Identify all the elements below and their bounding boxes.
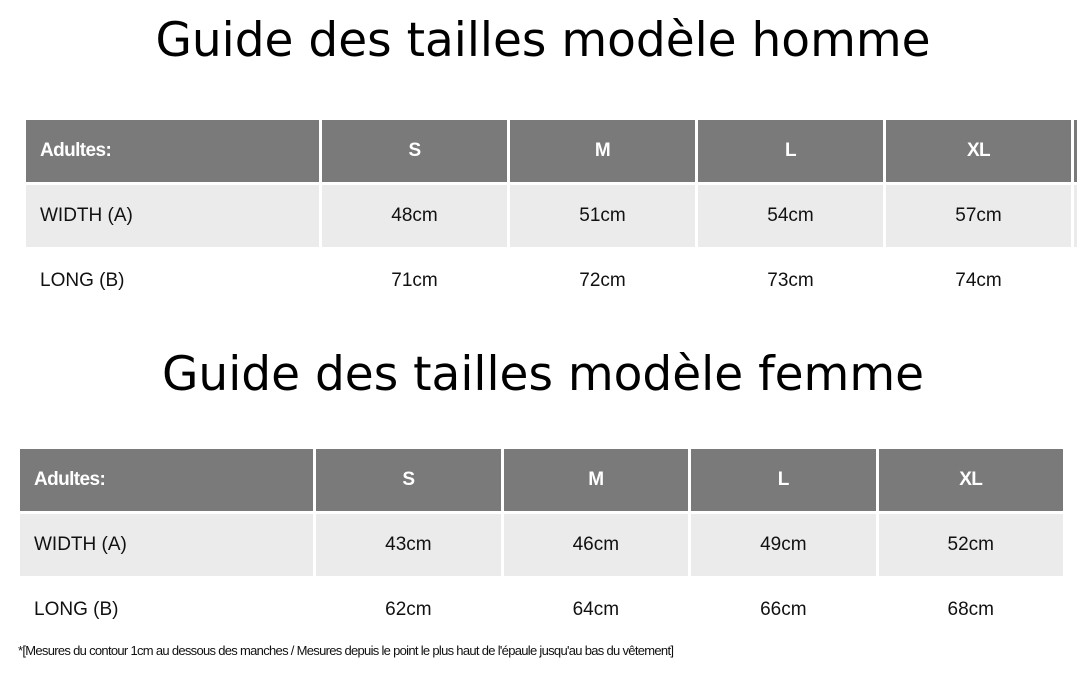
table-row-width — [20, 514, 1063, 576]
table-cell: 49cm — [691, 514, 875, 576]
table-header-row — [26, 120, 1086, 182]
row-label-width: WIDTH (A) — [26, 185, 319, 247]
cropped-column-edge — [1074, 185, 1077, 247]
table-cell: 52cm — [879, 514, 1063, 576]
table-row-width — [26, 185, 1086, 247]
header-cell-adults: Adultes: — [20, 449, 313, 511]
table-cell: 57cm — [886, 185, 1071, 247]
row-label-length: LONG (B) — [20, 579, 313, 641]
table-cell: 72cm — [510, 250, 695, 312]
men-size-guide-title: Guide des tailles modèle homme — [155, 13, 931, 68]
header-cell-size-m: M — [504, 449, 688, 511]
header-cell-adults: Adultes: — [26, 120, 319, 182]
measurement-footnote: *[Mesures du contour 1cm au dessous des manches / Mesures depuis le point le plus haut de l'épaule jusqu'au bas du vêtement] — [18, 643, 674, 658]
table-cell: 48cm — [322, 185, 507, 247]
table-cell: 62cm — [316, 579, 500, 641]
header-cell-size-xl: XL — [886, 120, 1071, 182]
table-cell: 54cm — [698, 185, 883, 247]
cropped-column-edge — [1074, 250, 1077, 312]
table-cell: 43cm — [316, 514, 500, 576]
table-cell: 66cm — [691, 579, 875, 641]
men-size-table — [26, 120, 1086, 315]
women-size-guide-title: Guide des tailles modèle femme — [161, 347, 925, 402]
women-size-table — [20, 449, 1063, 644]
table-cell: 51cm — [510, 185, 695, 247]
header-cell-size-m: M — [510, 120, 695, 182]
table-cell: 73cm — [698, 250, 883, 312]
row-label-width: WIDTH (A) — [20, 514, 313, 576]
header-cell-size-xl: XL — [879, 449, 1063, 511]
row-label-length: LONG (B) — [26, 250, 319, 312]
table-row-length — [26, 250, 1086, 312]
table-row-length — [20, 579, 1063, 641]
table-cell: 74cm — [886, 250, 1071, 312]
table-header-row — [20, 449, 1063, 511]
header-cell-size-l: L — [691, 449, 875, 511]
header-cell-size-l: L — [698, 120, 883, 182]
table-cell: 71cm — [322, 250, 507, 312]
table-cell: 64cm — [504, 579, 688, 641]
table-cell: 46cm — [504, 514, 688, 576]
cropped-column-edge — [1074, 120, 1077, 182]
table-cell: 68cm — [879, 579, 1063, 641]
header-cell-size-s: S — [322, 120, 507, 182]
header-cell-size-s: S — [316, 449, 500, 511]
